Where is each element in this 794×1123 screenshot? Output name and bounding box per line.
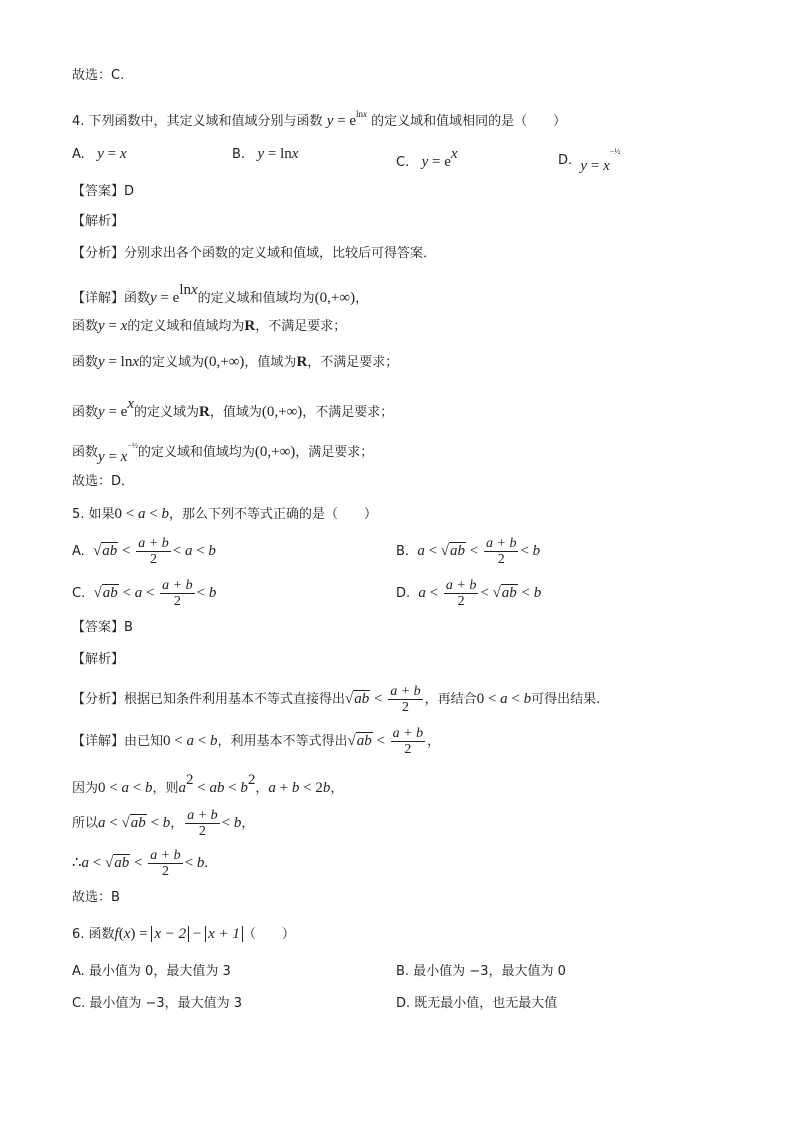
text: ，那么下列不等式正确的是（ ）	[168, 507, 377, 522]
q4-line-5: 函数$y = x^{-\frac{1}{2}}$的定义域和值域均为(0,+∞)，满足要求；	[72, 441, 374, 465]
q4-option-d: D. $y = x^{-\frac{1}{2}}$	[558, 147, 621, 174]
text: 【解析】	[72, 214, 125, 229]
text: ，再结合	[424, 692, 477, 707]
text: D. 既无最小值，也无最大值	[396, 996, 558, 1011]
text: 【详解】函数	[72, 291, 151, 306]
text: 所以	[72, 816, 99, 831]
text: ，不满足要求；	[255, 319, 347, 334]
q6-option-b	[396, 962, 566, 982]
q6-option-c	[72, 994, 242, 1014]
text: 【解析】	[72, 652, 125, 667]
interval: (0,+∞)	[314, 290, 356, 306]
q5-line-4: ∴a < √ab < $\frac{a + b}{2}$ < b.	[72, 848, 209, 879]
text: 故选：C.	[72, 68, 125, 83]
q4-line-2: 函数y = x的定义域和值域均为R，不满足要求；	[72, 318, 347, 334]
text: ，则	[152, 781, 179, 796]
q5-option-d: D. a < $\frac{a + b}{2}$ < √ab < b	[396, 578, 542, 609]
text: 【答案】B	[72, 620, 133, 635]
q5-answer	[72, 618, 133, 638]
q4-answer	[72, 182, 134, 202]
text: 故选：D．	[72, 474, 135, 489]
q4-stem: 4. 下列函数中，其定义域和值域分别与函数 $y = e^{lnx}$ 的定义域和值域相同的是（ ）	[72, 109, 567, 129]
text: 【答案】D	[72, 184, 135, 199]
interval: (0,+∞)	[254, 444, 296, 460]
q5-end	[72, 888, 120, 908]
text: 可得出结果.	[531, 692, 601, 707]
text: ，	[241, 816, 255, 831]
text: ，满足要求；	[295, 445, 374, 460]
q5-option-b: B. a < √ab < $\frac{a + b}{2}$ < b	[396, 536, 541, 567]
q4-option-c: C. $y = e^x$	[396, 146, 458, 170]
text: 的定义域和值域均为	[197, 291, 315, 306]
text: 5. 如果	[72, 507, 115, 522]
text: 的定义域和值域相同的是（ ）	[371, 114, 567, 129]
q6-option-a	[72, 962, 231, 982]
q4-end	[72, 472, 134, 492]
text: ，值域为	[209, 405, 262, 420]
q5-line-2: 因为0 < a < b，则$a^2$ < ab < $b^2$，a + b < 2b，	[72, 772, 344, 796]
text: 函数	[72, 405, 99, 420]
q5-stem: 5. 如果0 < a < b，那么下列不等式正确的是（ ）	[72, 506, 377, 522]
q4-fenxi	[72, 244, 436, 264]
q5-jiexi	[72, 650, 124, 670]
text: R	[244, 318, 256, 334]
label: A.	[72, 147, 85, 162]
q6-stem: 6. 函数f(x) = x − 2 − x + 1 （ ）	[72, 926, 295, 942]
text: ，	[355, 291, 369, 306]
q4-option-b: B. y = lnx	[232, 146, 299, 162]
text: A. 最小值为 0，最大值为 3	[72, 964, 231, 979]
text: ，不满足要求；	[307, 355, 399, 370]
interval: (0,+∞)	[261, 404, 303, 420]
q6-option-d	[396, 994, 557, 1014]
text: 6. 函数	[72, 927, 115, 942]
text: ，	[330, 781, 344, 796]
q5-option-a: A. √ab < $\frac{a + b}{2}$ < a < b	[72, 536, 216, 567]
text: （ ）	[242, 927, 295, 942]
text: 因为	[72, 781, 99, 796]
text: 的定义域为	[139, 355, 205, 370]
text: R	[296, 354, 308, 370]
text: ，不满足要求；	[302, 405, 394, 420]
text: 4. 下列函数中，其定义域和值域分别与函数	[72, 114, 323, 129]
text: 函数	[72, 319, 99, 334]
text: 【分析】根据已知条件利用基本不等式直接得出	[72, 692, 346, 707]
q5-option-c: C. √ab < a < $\frac{a + b}{2}$ < b	[72, 578, 217, 609]
q4-jiexi	[72, 212, 124, 232]
text: B. 最小值为 −3，最大值为 0	[396, 964, 566, 979]
text: 函数	[72, 355, 99, 370]
previous-answer-line	[72, 66, 124, 86]
text: ，	[427, 734, 441, 749]
interval: (0,+∞)	[204, 354, 245, 370]
label: C.	[396, 155, 410, 170]
text: ，利用基本不等式得出	[217, 734, 348, 749]
text: 的定义域为	[133, 405, 199, 420]
math: y	[326, 113, 334, 129]
q4-line-3: 函数y = lnx的定义域为(0,+∞)，值域为R，不满足要求；	[72, 354, 399, 370]
text: 【详解】由已知	[72, 734, 164, 749]
q5-xiangjie: 【详解】由已知0 < a < b，利用基本不等式得出√ab < $\frac{a + b}{2}$ ，	[72, 726, 441, 757]
text: 的定义域和值域均为	[127, 319, 245, 334]
text: 函数	[72, 445, 99, 460]
text: 的定义域和值域均为	[137, 445, 255, 460]
q4-option-a: A. y = x	[72, 146, 127, 162]
text: 【分析】分别求出各个函数的定义域和值域，比较后可得答案．	[72, 246, 437, 261]
label: B.	[232, 147, 246, 162]
text: R	[199, 404, 210, 420]
q4-xiangjie: 【详解】函数$y = e^{lnx}$的定义域和值域均为(0,+∞)，	[72, 282, 369, 306]
label: D.	[558, 153, 573, 168]
text: ，	[170, 816, 184, 831]
q4-line-4: 函数$y = e^x$的定义域为R，值域为(0,+∞)，不满足要求；	[72, 396, 394, 420]
q5-line-3: 所以a < √ab < b， $\frac{a + b}{2}$ < b，	[72, 808, 255, 839]
q5-fenxi: 【分析】根据已知条件利用基本不等式直接得出√ab < $\frac{a + b}{2}$ ，再结合0 < a < b可得出结果.	[72, 684, 601, 715]
text: C. 最小值为 −3，最大值为 3	[72, 996, 243, 1011]
text: ，	[255, 781, 269, 796]
text: 故选：B	[72, 890, 120, 905]
text: ，值域为	[244, 355, 297, 370]
